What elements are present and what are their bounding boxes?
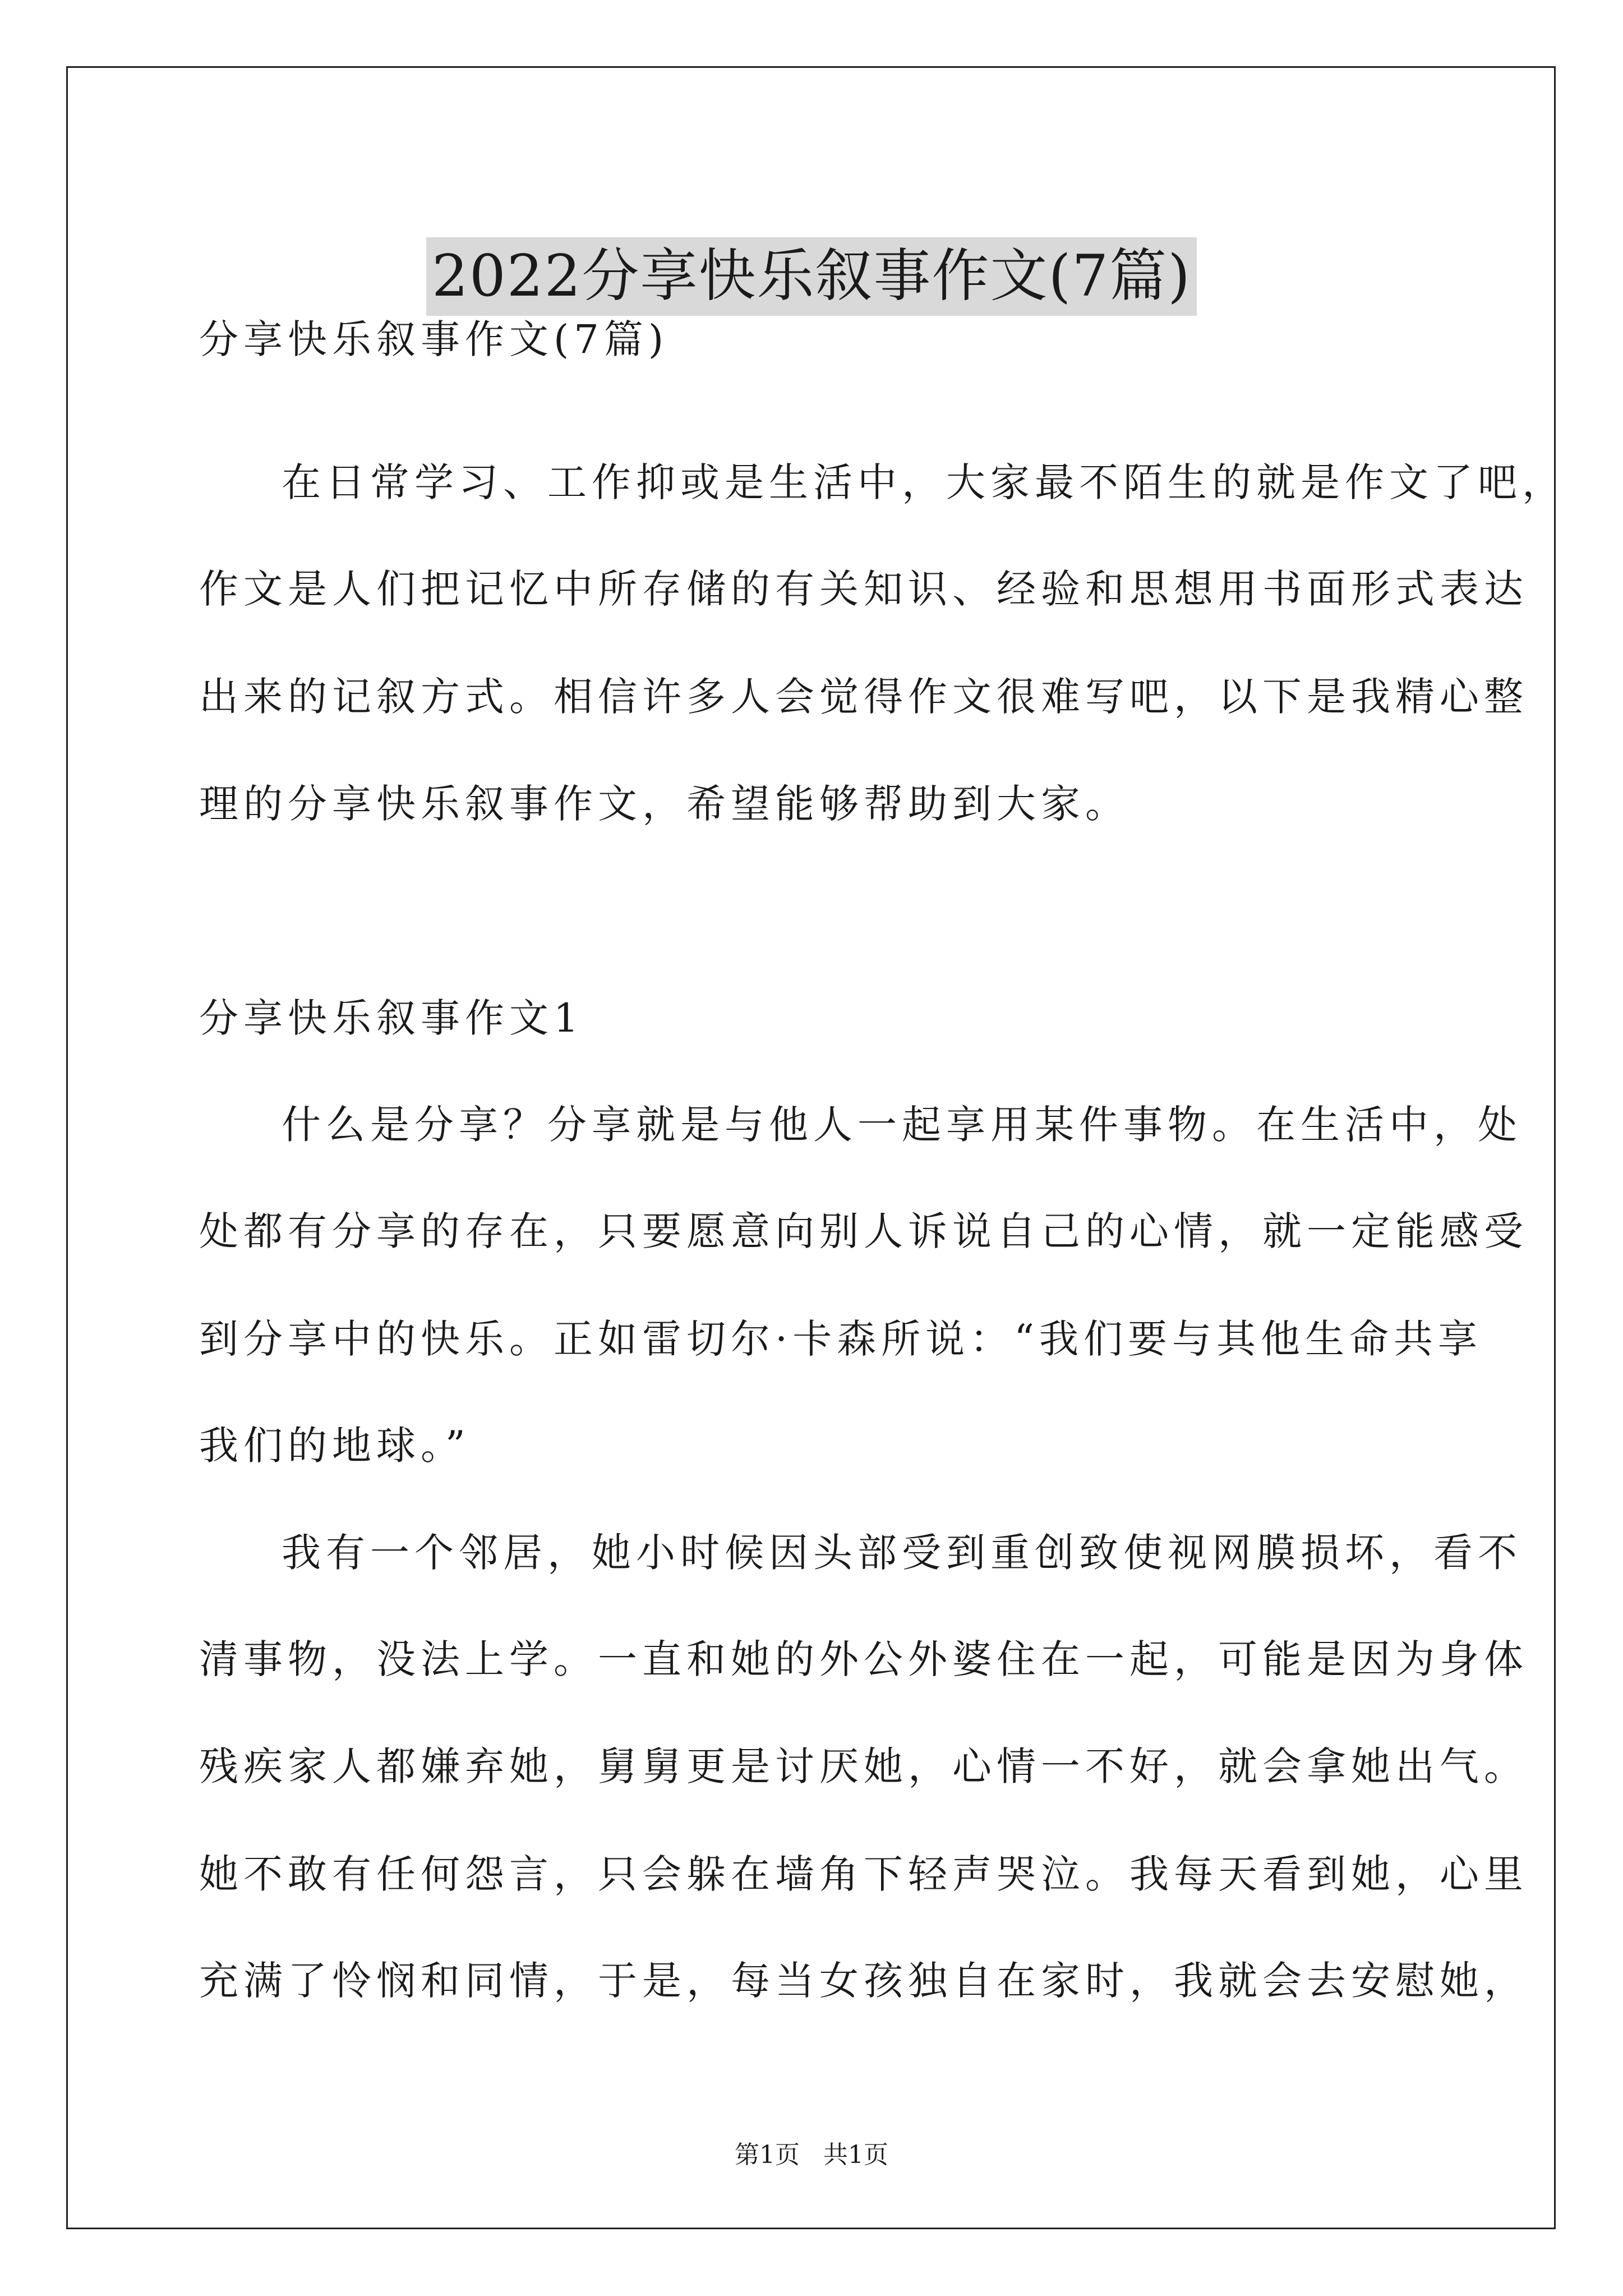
document-title: 2022分享快乐叙事作文(7篇) — [426, 237, 1197, 316]
paragraph-line: 充满了怜悯和同情，于是，每当女孩独自在家时，我就会去安慰她， — [199, 1958, 1528, 2004]
paragraph-line: 她不敢有任何怨言，只会躲在墙角下轻声哭泣。我每天看到她，心里 — [199, 1851, 1528, 1897]
intro-line: 在日常学习、工作抑或是生活中，大家最不陌生的就是作文了吧， — [282, 459, 1566, 505]
page-footer: 第1页 共1页 — [735, 2141, 888, 2169]
paragraph-line: 我们的地球。” — [199, 1423, 471, 1469]
section-heading: 分享快乐叙事作文1 — [199, 995, 584, 1041]
paragraph-line: 残疾家人都嫌弃她，舅舅更是讨厌她，心情一不好，就会拿她出气。 — [199, 1743, 1528, 1789]
intro-line: 理的分享快乐叙事作文，希望能够帮助到大家。 — [199, 781, 1129, 827]
paragraph-line: 到分享中的快乐。正如雷切尔·卡森所说：“我们要与其他生命共享 — [199, 1316, 1483, 1362]
paragraph-line: 什么是分享？分享就是与他人一起享用某件事物。在生活中，处 — [282, 1102, 1522, 1148]
intro-line: 作文是人们把记忆中所存储的有关知识、经验和思想用书面形式表达 — [199, 566, 1528, 612]
paragraph-line: 清事物，没法上学。一直和她的外公外婆住在一起，可能是因为身体 — [199, 1636, 1528, 1682]
intro-line: 出来的记叙方式。相信许多人会觉得作文很难写吧，以下是我精心整 — [199, 674, 1528, 720]
paragraph-line: 我有一个邻居，她小时候因头部受到重创致使视网膜损坏，看不 — [282, 1530, 1522, 1576]
document-subtitle: 分享快乐叙事作文(7篇) — [199, 316, 669, 362]
paragraph-line: 处都有分享的存在，只要愿意向别人诉说自己的心情，就一定能感受 — [199, 1208, 1528, 1254]
